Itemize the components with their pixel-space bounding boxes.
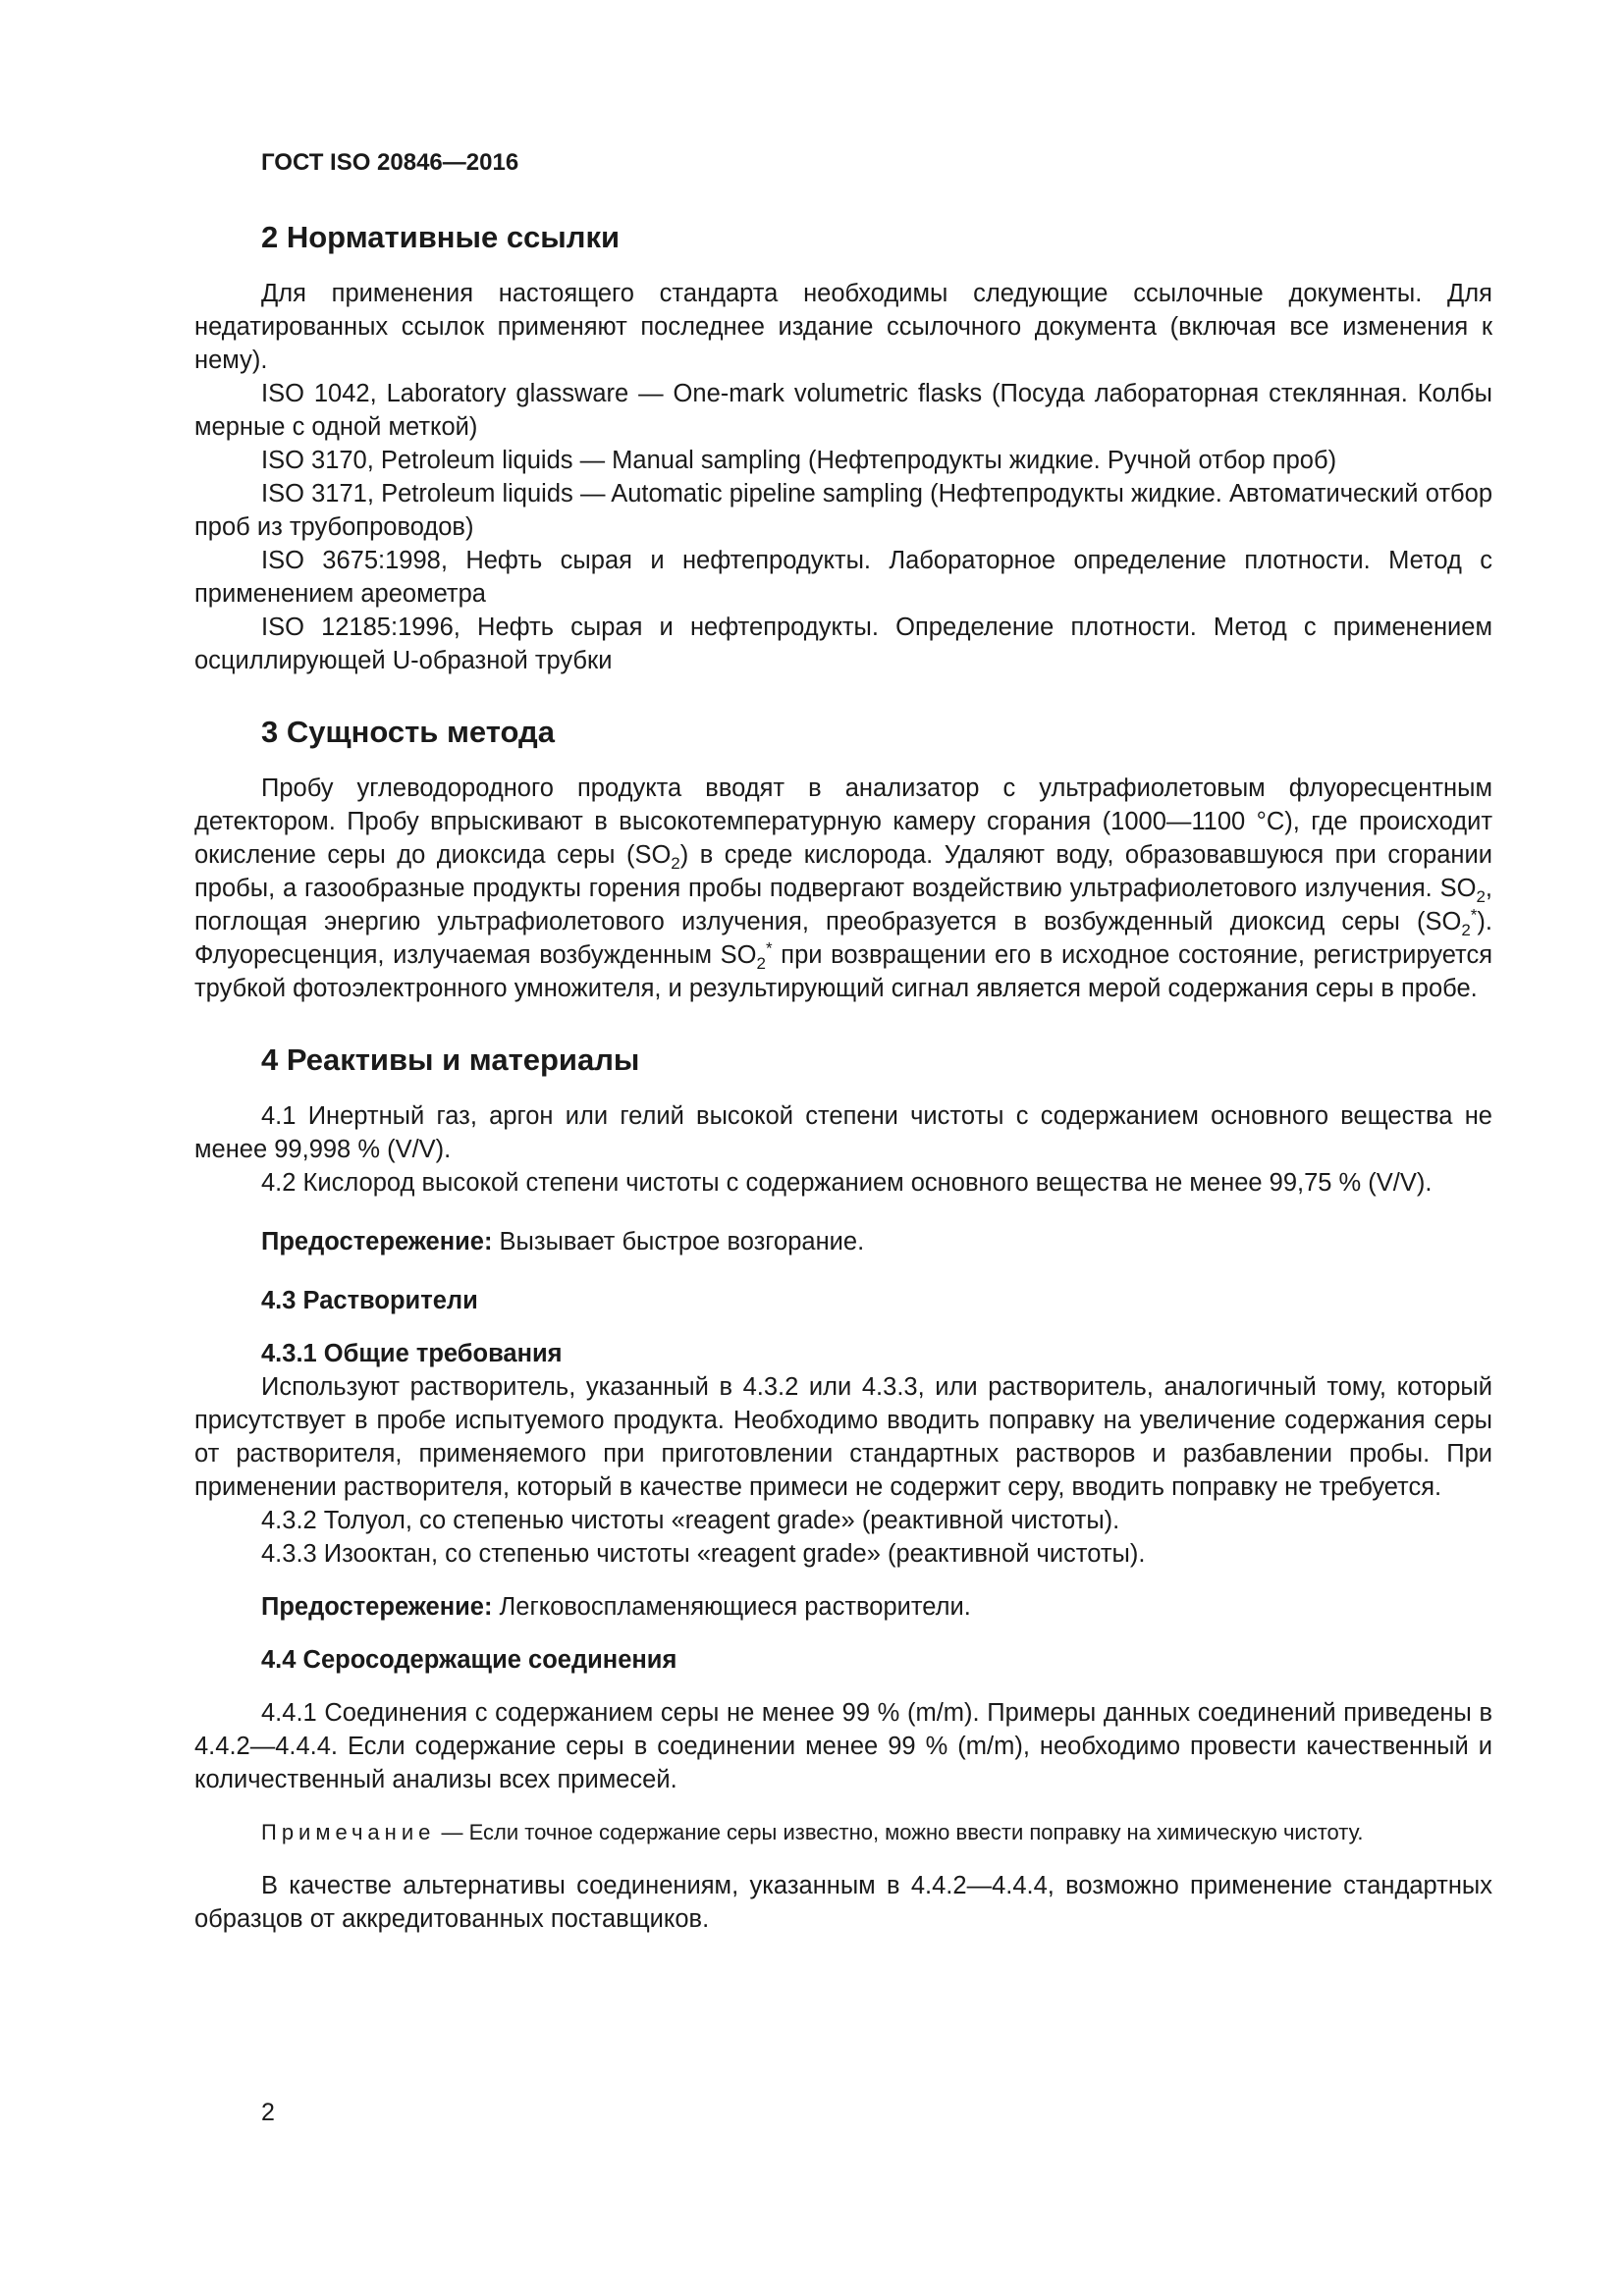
document-header: ГОСТ ISO 20846—2016 bbox=[261, 149, 519, 176]
reference-item: ISO 12185:1996, Нефть сырая и нефтепродукты. Определение плотности. Метод с применением осциллирующей U-образной трубки bbox=[194, 614, 1492, 674]
subsection-4-4-heading: 4.4 Серосодержащие соединения bbox=[261, 1646, 677, 1674]
clause-4-2: 4.2 Кислород высокой степени чистоты с содержанием основного вещества не менее 99,75 % (V/V). bbox=[261, 1169, 1433, 1197]
section-4-heading: 4 Реактивы и материалы bbox=[261, 1042, 640, 1077]
warning-4-3: Предостережение: Легковоспламеняющиеся растворители. bbox=[261, 1593, 971, 1621]
alternative-paragraph: В качестве альтернативы соединениям, указанным в 4.4.2—4.4.4, возможно применение стандартных образцов от аккредитованных поставщиков. bbox=[194, 1872, 1492, 1933]
page-number: 2 bbox=[261, 2099, 275, 2126]
section-2-heading: 2 Нормативные ссылки bbox=[261, 220, 621, 254]
section-3-paragraph: Пробу углеводородного продукта вводят в анализатор с ультрафиолетовым флуоресцентным детектором. Пробу впрыскивают в высокотемпературную камеру сгорания (1000—1100 °C), где происходит окисление серы до диоксида серы $(SO_2)$ в среде кислорода. Удаляют воду, образовавшуюся при сгорании пробы, а газообразные продукты горения пробы подвергают воздействию ультрафиолетового излучения. $SO_2$, поглощая энергию ультрафиолетового излучения, преобразуется в возбужденный диоксид серы $(SO_2^*)$. Флуоресценция, излучаемая возбужденным $SO_2^*$ при возвращении его в исходное состояние, регистрируется трубкой фотоэлектронного умножителя, и результирующий сигнал является мерой содержания серы в пробе. bbox=[194, 774, 1492, 1002]
clause-4-1: 4.1 Инертный газ, аргон или гелий высокой степени чистоты с содержанием основного вещества не менее 99,998 % (V/V). bbox=[194, 1102, 1492, 1163]
clause-4-3-2: 4.3.2 Толуол, со степенью чистоты «reagent grade» (реактивной чистоты). bbox=[261, 1507, 1120, 1534]
clause-4-3-3: 4.3.3 Изооктан, со степенью чистоты «reagent grade» (реактивной чистоты). bbox=[261, 1540, 1146, 1568]
clause-4-4-1: 4.4.1 Соединения с содержанием серы не менее 99 % (m/m). Примеры данных соединений приведены в 4.4.2—4.4.4. Если содержание серы в соединении менее 99 % (m/m), необходимо провести качественный и количественный анализы всех примесей. bbox=[194, 1699, 1492, 1793]
reference-item: ISO 3171, Petroleum liquids — Automatic pipeline sampling (Нефтепродукты жидкие. Автоматический отбор проб из трубопроводов) bbox=[194, 480, 1492, 541]
subsection-4-3-heading: 4.3 Растворители bbox=[261, 1287, 478, 1314]
document-body bbox=[194, 218, 1492, 1936]
note: Примечание — Если точное содержание серы известно, можно ввести поправку на химическую чистоту. bbox=[261, 1820, 1364, 1844]
section-3-heading: 3 Сущность метода bbox=[261, 715, 555, 749]
clause-4-3-1: Используют растворитель, указанный в 4.3.2 или 4.3.3, или растворитель, аналогичный тому, который присутствует в пробе испытуемого продукта. Необходимо вводить поправку на увеличение содержания серы от растворителя, применяемого при приготовлении стандартных растворов и разбавлении пробы. При применении растворителя, который в качестве примеси не содержит серу, вводить поправку не требуется. bbox=[194, 1373, 1492, 1501]
subsection-4-3-1-heading: 4.3.1 Общие требования bbox=[261, 1340, 563, 1367]
warning-4-2: Предостережение: Вызывает быстрое возгорание. bbox=[261, 1228, 865, 1255]
section-2-intro: Для применения настоящего стандарта необходимы следующие ссылочные документы. Для недатированных ссылок применяют последнее издание ссылочного документа (включая все изменения к нему). bbox=[194, 280, 1492, 374]
reference-item: ISO 3170, Petroleum liquids — Manual sampling (Нефтепродукты жидкие. Ручной отбор проб) bbox=[261, 447, 1337, 474]
reference-item: ISO 3675:1998, Нефть сырая и нефтепродукты. Лабораторное определение плотности. Метод с применением ареометра bbox=[194, 547, 1492, 608]
reference-item: ISO 1042, Laboratory glassware — One-mark volumetric flasks (Посуда лабораторная стеклянная. Колбы мерные с одной меткой) bbox=[194, 380, 1492, 441]
